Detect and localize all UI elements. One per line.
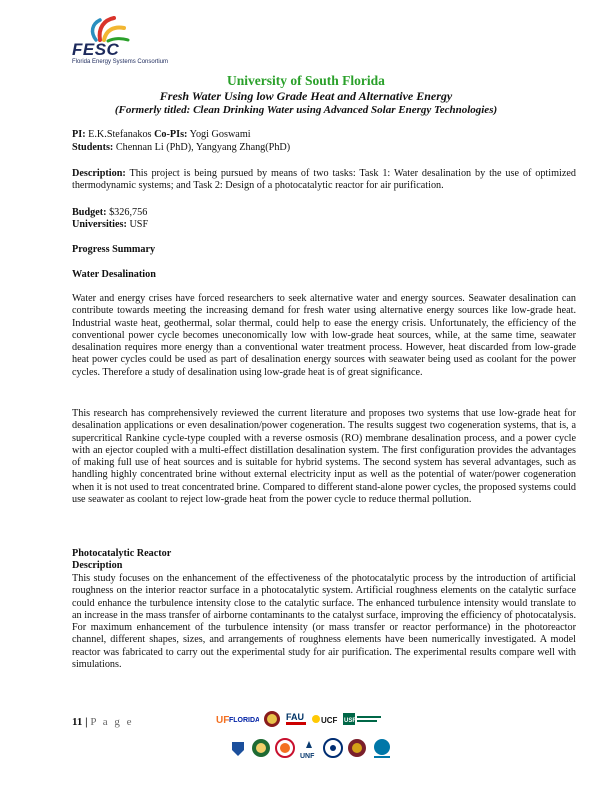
logo-wordmark: FESC: [72, 40, 120, 59]
uf-logo: [215, 712, 259, 726]
partner-seal-blue-icon: [323, 738, 343, 758]
universities-label: Universities:: [72, 219, 127, 230]
progress-heading: [72, 244, 577, 257]
logo-subtitle: Florida Energy Systems Consortium: [72, 59, 169, 65]
students-names: Chennan Li (PhD), Yangyang Zhang(PhD): [115, 142, 291, 153]
description-label: Description:: [72, 168, 126, 179]
water-heading: [72, 269, 577, 282]
water-paragraph-2: This research has comprehensively reviewed the current literature and proposes two systems that use low-grade heat for desalination applications or even desalination/power cogeneration. The results suggest two cogeneration systems, that is, a supercritical Rankine cycle-type coupled with a reverse osmosis (RO) membrane desalination process, and a power cycle with an ejector coupled with a multi-effect distillation desalination system. The first configuration provides the advantages of making full use of heat sources and is suitable for hybrid systems. The second system has several advantages, such as handling highly concentrated brine without external electricity input as well as the potential of water/power cogeneration when it is not used to treat concentrated brine. Compared to different stand-alone power cycles, the proposed systems could use seawater as coolant to reject low-grade heat from the power cycle to reduce thermal pollution.: [72, 408, 576, 506]
copi-label: Co-PIs:: [154, 129, 188, 140]
ucf-logo: [311, 712, 339, 726]
universities-line: [72, 219, 577, 232]
universities-value: USF: [129, 219, 149, 230]
pi-line: [72, 129, 577, 142]
unf-logo-text: UNF: [300, 753, 315, 760]
budget-line: [72, 207, 577, 220]
fau-logo: [285, 710, 307, 728]
budget-value: $326,756: [109, 207, 148, 218]
copi-name: Yogi Goswami: [189, 129, 251, 140]
partner-logos: [215, 710, 395, 774]
page-word: P a g e: [90, 716, 134, 728]
water-paragraph-1: Water and energy crises have forced researchers to seek alternative water and energy sources. Seawater desalination can contribute towards meeting the increasing demand for fresh water using alternative energy sources like low-grade heat. Industrial waste heat, geothermal, solar thermal, could help to ease the energy crisis. Unfortunately, the efficiency of the conventional power cycle becomes uneconomically low with low-grade heat sources, while, at the same time, seawater desalination requires more energy than a conventional water treatment process. However, heat discarded from low-grade heat power cycles could be used as part of desalination energy sources with seawater being used as coolant for the power cycles. Therefore a study of desalination using low-grade heat is of great significance.: [72, 293, 576, 378]
project-title: Fresh Water Using low Grade Heat and Alternative Energy: [159, 89, 453, 103]
page-number-value: 11: [72, 716, 83, 728]
university-seal-icon: [263, 710, 281, 728]
pi-name: E.K.Stefanakos: [88, 129, 152, 140]
page-number: [72, 716, 134, 728]
budget-label: Budget:: [72, 207, 107, 218]
partner-shield-icon: [229, 740, 247, 758]
pi-label: PI:: [72, 129, 86, 140]
photo-heading: [72, 548, 577, 561]
fesc-logo: [70, 14, 210, 64]
description-text: This project is being pursued by means of two tasks: Task 1: Water desalination by the use of optimized thermodynamic systems; and Task 2: Design of a photocatalytic reactor for air purification.: [72, 168, 576, 192]
partner-seal-orange-icon: [275, 738, 295, 758]
photo-heading-text: Photocatalytic Reactor: [72, 548, 172, 559]
university-title: University of South Florida: [227, 73, 385, 88]
progress-heading-text: Progress Summary: [72, 244, 156, 255]
uf-logo-florida-text: FLORIDA: [229, 717, 259, 724]
partner-seal-teal-icon: [371, 738, 393, 760]
ucf-logo-text: UCF: [321, 716, 338, 725]
usf-logo-text: USF: [344, 718, 356, 724]
unf-logo: [299, 740, 319, 762]
page-separator: |: [85, 716, 88, 728]
water-heading-text: Water Desalination: [72, 269, 156, 280]
fau-logo-text: FAU: [286, 712, 304, 722]
partner-seal-green-icon: [251, 738, 271, 758]
former-title: (Formerly titled: Clean Drinking Water using Advanced Solar Energy Technologies): [114, 104, 498, 116]
description-paragraph: [72, 168, 576, 193]
usf-logo: [343, 712, 383, 726]
photo-subheading: [72, 560, 577, 573]
photo-subheading-text: Description: [72, 560, 123, 571]
students-label: Students:: [72, 142, 114, 153]
photo-paragraph: This study focuses on the enhancement of the effectiveness of the photocatalytic process by the introduction of artificial roughness on the interior reactor surface in a photocatalytic system. Artificial roughness elements on the catalytic surface could enhance the turbulence intensity close to the catalytic surface. The enhanced turbulence intensity would translate to an increase in the mass transfer of airborne contaminants to the catalyst surface, improving the efficiency of photocatalysis. For maximum enhancement of the turbulence intensity (or mass transfer or reactor performance) in the photoreactor channel, different shapes, sizes, and arrangements of roughness elements have been numerically investigated. A model reactor was fabricated to carry out the experimental study for air purification. The experimental results compare well with simulations.: [72, 573, 576, 671]
uf-logo-text: UF: [216, 715, 230, 726]
students-line: [72, 142, 577, 155]
partner-seal-gold-icon: [347, 738, 367, 758]
